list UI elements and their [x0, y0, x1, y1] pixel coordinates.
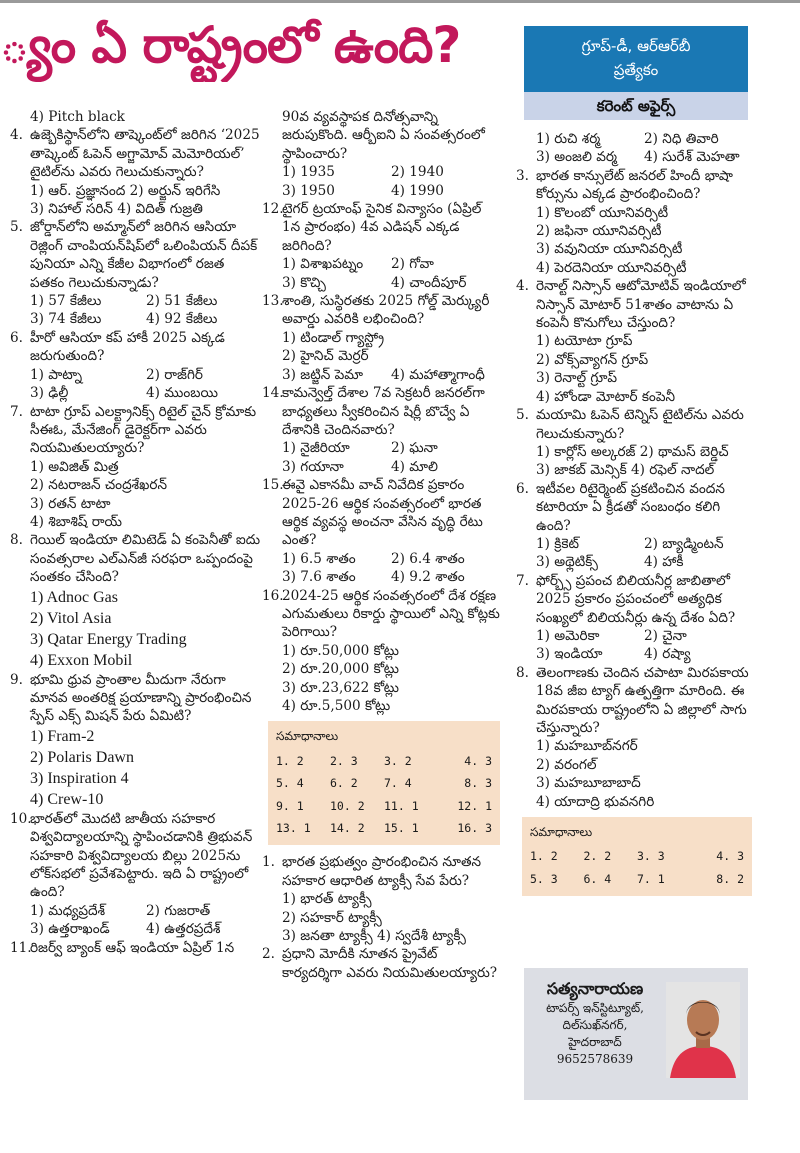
option-row: 1) 57 కేజీలు 2) 51 కేజీలు [30, 293, 218, 310]
option: 1) అవిజిత్ మిత్ర [30, 458, 119, 475]
option: 4) యాదాద్రి భువనగిరి [536, 793, 655, 810]
option-row: 1) విశాఖపట్నం 2) గోవా [282, 256, 434, 273]
author-name: సత్యనారాయణ [546, 979, 644, 998]
option: 1) కొలంబో యూనివర్సిటీ [536, 204, 669, 221]
option: 2) జఫినా యూనివర్సిటీ [536, 223, 662, 240]
answer-row: 5. 4 6. 2 7. 4 8. 3 [276, 776, 492, 791]
question-15: 15. ఈవై ఎకానమీ వాచ్ నివేదిక ప్రకారం 2025-26 ఆర్థిక సంవత్సరంలో భారత ఆర్థిక వ్యవస్థ అంచనా వేసిన వృద్ధి రేటు ఎంత? [262, 477, 483, 549]
question-p1: 1. భారత ప్రభుత్వం ప్రారంభించిన నూతన సహకార ఆధారిత ట్యాక్సీ సేవ పేరు? [262, 854, 482, 889]
option: 2) Vitol Asia [30, 609, 112, 627]
answer-row: 9. 1 10. 2 11. 1 12. 1 [276, 798, 492, 813]
option: 2) వరంగల్ [536, 756, 597, 773]
option: 3) వవునియా యూనివర్సిటీ [536, 241, 683, 258]
author-details [530, 978, 660, 1068]
top-rule [0, 0, 800, 3]
question-p3: 3. భారత కాన్సులేట్ జనరల్ హిందీ భాషా కోర్సును ఎక్కడ ప్రారంభించింది? [516, 167, 733, 203]
option: 4) Exxon Mobil [30, 651, 133, 669]
option: 3) రెనాల్ట్ గ్రూప్ [536, 370, 618, 387]
author-box [524, 968, 748, 1100]
author-photo [666, 982, 740, 1078]
answer-row: 5. 3 6. 4 7. 1 8. 2 [530, 871, 744, 886]
question-12: 12. టైగర్ ట్రయాంఫ్ సైనిక విన్యాసం (ఏప్రిల్ 1న ప్రారంభం) 4వ ఎడిషన్ ఎక్కడ జరిగింది? [262, 201, 482, 254]
question-p7: 7. ఫోర్బ్స్ ప్రపంచ బిలియనీర్ల జాబితాలో 2025 ప్రకారం ప్రపంచంలో అత్యధిక సంఖ్యలో బిలియనీర్లు ఉన్న దేశం ఏది? [516, 572, 736, 626]
option-row: 3) 74 కేజీలు 4) 92 కేజీలు [30, 311, 218, 328]
option: 4) హోండా మోటార్ కంపెనీ [536, 388, 676, 405]
answer-key-box [522, 817, 752, 896]
answer-key-box [268, 721, 500, 845]
question-9: 9. భూమి ధ్రువ ప్రాంతాల మీదుగా నేరుగా మానవ అంతరిక్ష ప్రయాణాన్ని ప్రారంభించిన స్పేస్ ఎక్స్ మిషన్ పేరు ఏమిటి? [10, 671, 252, 725]
option-row: 3) ఇండియా 4) రష్యా [536, 646, 691, 663]
answer-row: 13. 1 14. 2 15. 1 16. 3 [276, 821, 492, 836]
option-row: 1) నైజీరియా 2) ఘనా [282, 440, 438, 457]
question-p2: 2. ప్రధాని మోదీకి నూతన ప్రైవేట్ కార్యదర్శిగా ఎవరు నియమితులయ్యారు? [262, 946, 498, 981]
answer-key-table [276, 750, 492, 840]
answer-key-title: సమాధానాలు [530, 825, 593, 840]
author-phone: 9652578639 [556, 1052, 634, 1066]
option: 1) కార్లోస్ అల్కరజ్ 2) థామస్ బెర్డిచ్ [536, 443, 729, 460]
question-14: 14. కామన్వెల్త్ దేశాల 7వ సెక్రటరీ జనరల్‌గా బాధ్యతలు స్వీకరించిన షిర్లీ బొచ్వే ఏ దేశానికి చెందినవారు? [262, 385, 485, 438]
option-row: 3) ఉత్తరాఖండ్ 4) ఉత్తరప్రదేశ్ [30, 921, 221, 938]
question-4: 4. ఉజ్బెకిస్థాన్‌లోని తాష్కెంట్‌లో జరిగిన ‘2025 తాష్కెంట్ ఓపెన్ అగ్జామోవ్ మెమోరియల్’ టైటిల్‌ను ఎవరు గెలుచుకున్నారు? [10, 127, 260, 181]
author-institute: టాపర్స్ ఇన్‌స్టిట్యూట్, [546, 1001, 644, 1015]
answer-key-table [530, 845, 744, 890]
question-p8: 8. తెలంగాణకు చెందిన చపాటా మిరపకాయ 18వ జీఐ ట్యాగ్ ఉత్పత్తిగా మారింది. ఈ మిరపకాయ రాష్ట్రంలోని ఏ జిల్లాలో సాగు చేస్తున్నారు? [516, 664, 749, 736]
question-6: 6. హీరో ఆసియా కప్ హాకీ 2025 ఎక్కడ జరుగుతుంది? [10, 329, 225, 365]
banner-line-2: ప్రత్యేకం [613, 61, 659, 79]
section-banner [524, 26, 748, 92]
option: 2) నటరాజన్ చంద్రశేఖరన్ [30, 477, 168, 494]
option-row: 3) అథ్లెటిక్స్ 4) హాకీ [536, 554, 684, 571]
option: 4) Pitch black [30, 109, 125, 125]
author-locality: దిల్‌సుఖ్‌నగర్, [562, 1018, 628, 1032]
option: 1) టిండాల్ గ్యాస్ట్రో [282, 329, 385, 346]
option-row: 1) క్రికెట్ 2) బ్యాడ్మింటన్ [536, 535, 724, 552]
option: 3) జాకబ్ మెన్సిక్ 4) రఫెల్ నాదల్ [536, 462, 715, 479]
option: 2) రూ.20,000 కోట్లు [282, 661, 399, 678]
page-headline: ్యం ఏ రాష్ట్రంలో ఉంది? [0, 16, 461, 74]
option: 3) మహబూబాబాద్ [536, 775, 641, 792]
option: 2) వోక్స్‌వ్యాగన్ గ్రూప్ [536, 351, 649, 368]
option: 2) Polaris Dawn [30, 748, 134, 766]
question-11: 11. రిజర్వ్ బ్యాంక్ ఆఫ్ ఇండియా ఏప్రిల్ 1న [10, 939, 235, 956]
option-row: 1) 1935 2) 1940 [282, 164, 444, 181]
option-row: 3) జట్జిన్ పెమా 4) మహాత్మాగాంధీ [282, 366, 485, 383]
option: 2) హైనిచ్ మెర్రర్ [282, 348, 369, 365]
option-row: 3) అంజలి వర్మ 4) సురేశ్ మెహతా [536, 149, 740, 166]
option-row: 3) కొచ్చి 4) చాందీపూర్ [282, 274, 467, 291]
option: 1) Fram-2 [30, 727, 95, 745]
banner-line-1: గ్రూప్-డీ, ఆర్ఆర్‌బీ [581, 37, 691, 55]
option: 1) మహబూబ్‌నగర్ [536, 738, 638, 755]
question-7: 7. టాటా గ్రూప్ ఎలక్ట్రానిక్స్ రిటైల్ చైన్ క్రోమాకు సీఈఓ, మేనేజింగ్ డైరెక్టర్‌గా ఎవరు నియమితులయ్యారు? [10, 403, 257, 457]
question-8: 8. గెయిల్ ఇండియా లిమిటెడ్ ఏ కంపెనీతో ఐదు సంవత్సరాల ఎల్ఎన్‌జీ సరఫరా ఒప్పందంపై సంతకం చేసింది? [10, 532, 261, 586]
person-portrait-icon [666, 982, 740, 1078]
option: 4) పెరదెనియా యూనివర్సిటీ [536, 259, 687, 276]
answer-row: 1. 2 2. 2 3. 3 4. 3 [530, 849, 744, 864]
column-1 [10, 108, 262, 957]
option-row: 1) అమెరికా 2) చైనా [536, 627, 687, 644]
column-2 [262, 108, 500, 982]
option: 3) రూ.23,622 కోట్లు [282, 679, 399, 696]
option-row: 1) రుచి శర్మ 2) నిధి తివారి [536, 131, 719, 147]
option: 3) నిహాల్ సరిన్ 4) విదిత్ గుజ్రతి [30, 201, 203, 218]
option-row: 3) 1950 4) 1990 [282, 182, 444, 199]
option: 4) శిబాశిష్ రాయ్ [30, 513, 123, 530]
option: 3) రతన్ టాటా [30, 495, 111, 512]
option: 4) రూ.5,500 కోట్లు [282, 698, 391, 714]
option: 3) Inspiration 4 [30, 769, 129, 787]
column-3 [516, 130, 752, 904]
question-16: 16. 2024-25 ఆర్థిక సంవత్సరంలో దేశ రక్షణ ఎగుమతులు రికార్డు స్థాయిలో ఎన్ని కోట్లకు పెరిగాయి? [262, 587, 500, 641]
option: 1) ఆర్. ప్రజ్ఞానంద 2) అర్జున్ ఇరిగేసి [30, 182, 221, 199]
option: 1) టయోటా గ్రూప్ [536, 333, 633, 350]
question-11-continued: 90వ వ్యవస్థాపక దినోత్సవాన్ని జరుపుకొంది. ఆర్బీఐని ఏ సంవత్సరంలో స్థాపించారు? [282, 109, 485, 162]
option-row: 1) 6.5 శాతం 2) 6.4 శాతం [282, 550, 465, 567]
option: 3) జనతా ట్యాక్సీ 4) స్వదేశీ ట్యాక్సీ [282, 928, 466, 945]
option-row: 1) పాట్నా 2) రాజ్‌గిర్ [30, 366, 203, 383]
option-row: 3) 7.6 శాతం 4) 9.2 శాతం [282, 569, 465, 586]
question-p4: 4. రెనాల్ట్ నిస్సాన్ ఆటోమోటివ్ ఇండియాలో నిస్సాన్ మోటార్ 51శాతం వాటాను ఏ కంపెనీ కొనుగోలు చేస్తుంది? [516, 278, 746, 332]
option-row: 3) గయానా 4) మాలి [282, 458, 438, 475]
option: 2) సహకార్ ట్యాక్సీ [282, 909, 382, 926]
option: 1) Adnoc Gas [30, 588, 118, 606]
option: 1) రూ.50,000 కోట్లు [282, 642, 399, 659]
section-title: కరెంట్ అఫైర్స్ [524, 92, 748, 120]
option: 4) Crew-10 [30, 790, 104, 808]
question-p6: 6. ఇటీవల రిటైర్మెంట్ ప్రకటించిన వందన కటారియా ఏ క్రీడతో సంబంధం కలిగి ఉంది? [516, 480, 725, 534]
option-row: 1) మధ్యప్రదేశ్ 2) గుజరాత్ [30, 902, 211, 919]
answer-key-title: సమాధానాలు [276, 729, 339, 744]
question-10: 10. భారత్‌లో మొదటి జాతీయ సహకార విశ్వవిద్యాలయాన్ని స్థాపించడానికి త్రిభువన్ సహకారి విశ్వవిద్యాలయ బిల్లు 2025ను లోక్‌సభలో ప్రవేశపెట్టారు. ఇది ఏ రాష్ట్రంలో ఉంది? [10, 810, 253, 901]
option: 1) భారత్ ట్యాక్సీ [282, 891, 372, 908]
option: 3) Qatar Energy Trading [30, 630, 187, 648]
question-5: 5. జోర్డాన్‌లోని అమ్మాన్‌లో జరిగిన ఆసియా రెజ్లింగ్ చాంపియన్‌షిప్‌లో ఒలింపియన్ దీపక్ పునియా ఎన్ని కేజీల విభాగంలో రజత పతకం గెలుచుకున్నాడు? [10, 219, 258, 291]
option-row: 3) ఢిల్లీ 4) ముంబయి [30, 385, 218, 402]
question-13: 13. శాంతి, సుస్థిరతకు 2025 గోల్డ్ మెర్క్యురీ అవార్డు ఎవరికి లభించింది? [262, 293, 490, 328]
author-city: హైదరాబాద్ [568, 1035, 622, 1049]
answer-row: 1. 2 2. 3 3. 2 4. 3 [276, 753, 492, 768]
question-p5: 5. మయామి ఓపెన్ టెన్నిస్ టైటిల్‌ను ఎవరు గెలుచుకున్నారు? [516, 407, 744, 442]
